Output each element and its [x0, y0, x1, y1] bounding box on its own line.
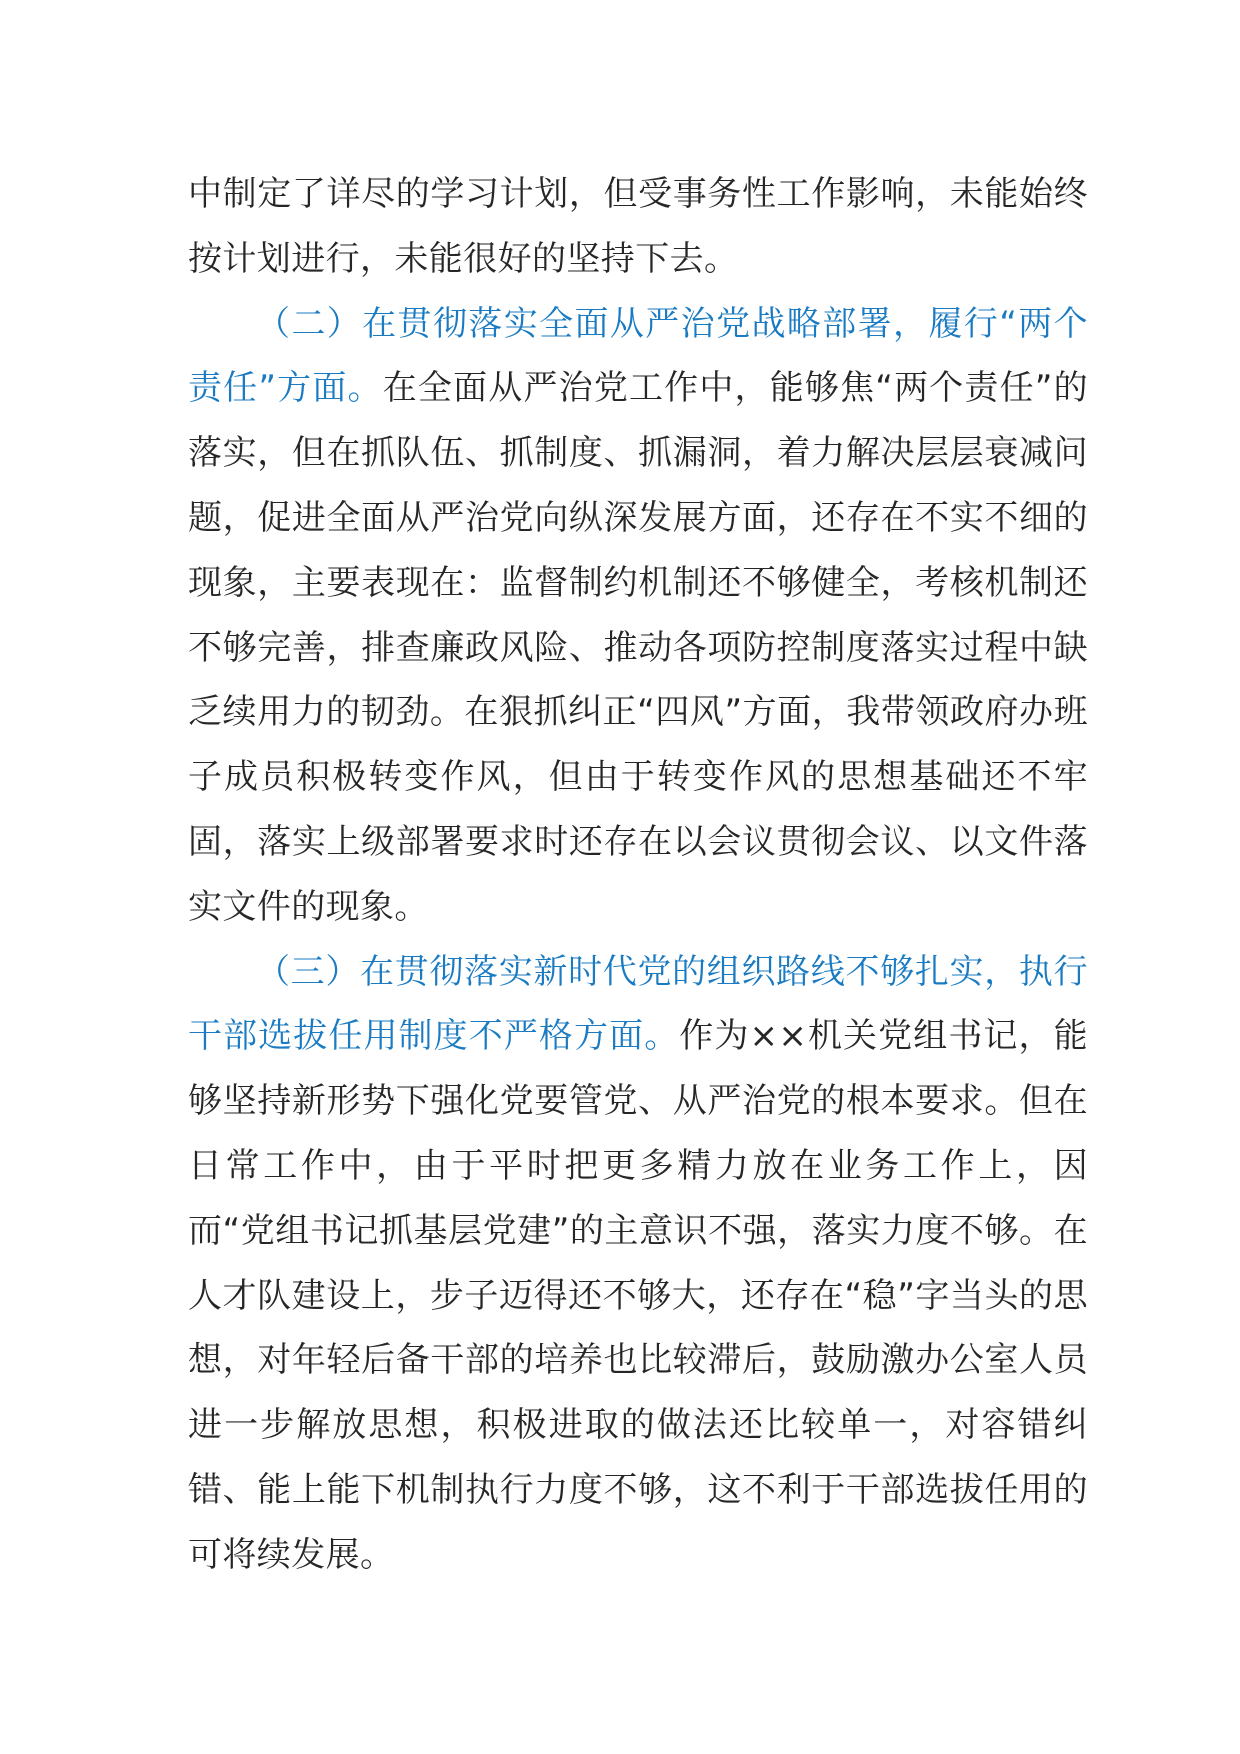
- document-page: [188, 162, 1088, 1588]
- section-2-paragraph: [188, 292, 1088, 940]
- section-3-body: 作为××机关党组书记，能够坚持新形势下强化党要管党、从严治党的根本要求。但在日常工作中，由于平时把更多精力放在业务工作上，因而“党组书记抓基层党建”的主意识不强，落实力度不够。在人才队建设上，步子迈得还不够大，还存在“稳”字当头的思想，对年轻后备干部的培养也比较滞后，鼓励激办公室人员进一步解放思想，积极进取的做法还比较单一，对容错纠错、能上能下机制执行力度不够，这不利于干部选拔任用的可将续发展。: [188, 1016, 1088, 1575]
- section-3-heading: （三）在贯彻落实新时代党的组织路线不够扎实，执行干部选拔任用制度不严格方面。: [188, 951, 1088, 1057]
- section-2-body: 在全面从严治党工作中，能够焦“两个责任”的落实，但在抓队伍、抓制度、抓漏洞，着力解决层层衰减问题，促进全面从严治党向纵深发展方面，还存在不实不细的现象，主要表现在：监督制约机制还不够健全，考核机制还不够完善，排查廉政风险、推动各项防控制度落实过程中缺乏续用力的韧劲。在狠抓纠正“四风”方面，我带领政府办班子成员积极转变作风，但由于转变作风的思想基础还不牢固，落实上级部署要求时还存在以会议贯彻会议、以文件落实文件的现象。: [188, 368, 1088, 927]
- section-3-paragraph: [188, 940, 1088, 1588]
- section-2-heading: （二）在贯彻落实全面从严治党战略部署，履行“两个责任”方面。: [188, 303, 1088, 409]
- paragraph-continuation: 中制定了详尽的学习计划，但受事务性工作影响，未能始终按计划进行，未能很好的坚持下去。: [188, 174, 1088, 279]
